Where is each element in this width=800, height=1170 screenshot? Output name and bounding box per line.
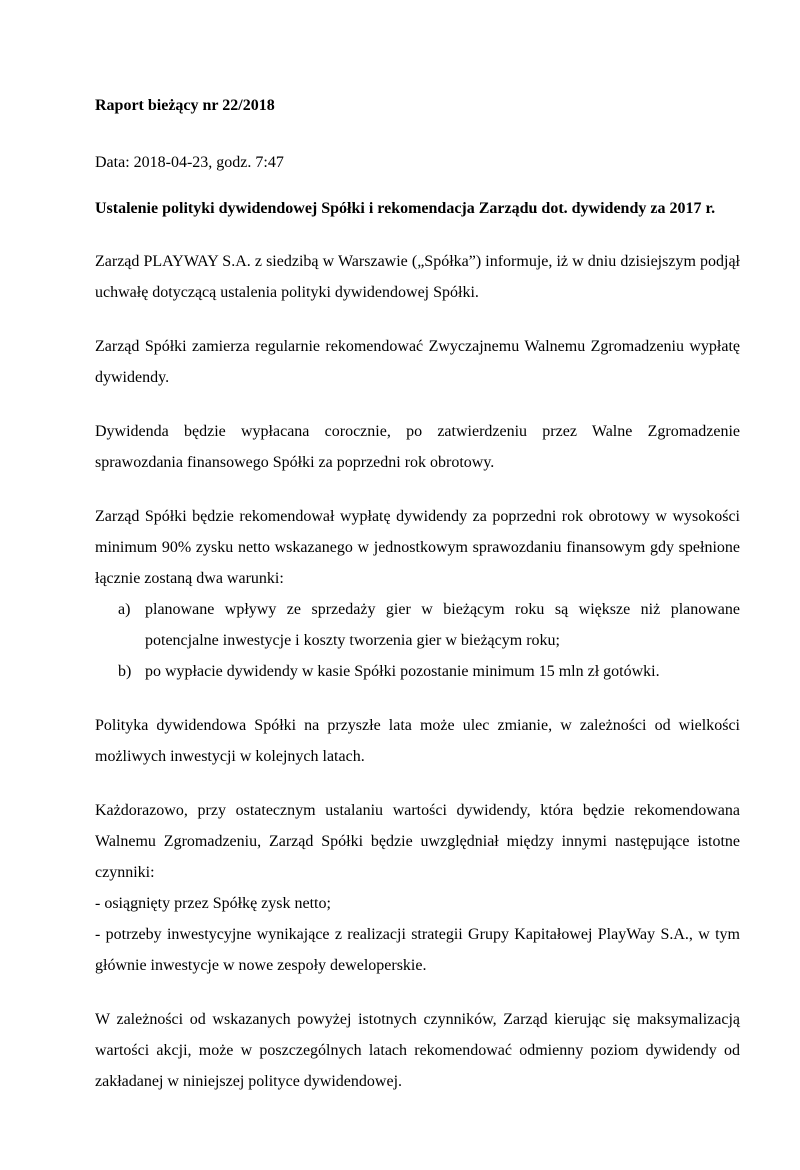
list-item (118, 594, 740, 656)
paragraph-block (95, 1004, 740, 1097)
paragraph-block (95, 246, 740, 308)
list-item (118, 656, 740, 687)
paragraph-block (95, 331, 740, 393)
paragraph-recommendation: Zarząd Spółki zamierza regularnie rekomendować Zwyczajnemu Walnemu Zgromadzeniu wypłatę dywidendy. (95, 338, 740, 386)
paragraph-block (95, 416, 740, 478)
paragraph-conditions-intro: Zarząd Spółki będzie rekomendował wypłatę dywidendy za poprzedni rok obrotowy w wysokości minimum 90% zysku netto wskazanego w jednostkowym sprawozdaniu finansowym gdy spełnione łącznie zostaną dwa warunki: (95, 508, 740, 587)
paragraph-block-with-factors (95, 795, 740, 981)
factor-line: - potrzeby inwestycyjne wynikające z realizacji strategii Grupy Kapitałowej PlayWay S.A., w tym głównie inwestycje w nowe zespoły deweloperskie. (95, 926, 740, 974)
paragraph-policy-change: Polityka dywidendowa Spółki na przyszłe lata może ulec zmianie, w zależności od wielkości możliwych inwestycji w kolejnych latach. (95, 717, 740, 765)
report-title: Raport bieżący nr 22/2018 (95, 97, 275, 114)
list-item-text: planowane wpływy ze sprzedaży gier w bieżącym roku są większe niż planowane potencjalne inwestycje i koszty tworzenia gier w bieżącym roku; (145, 601, 740, 649)
paragraph-block (95, 710, 740, 772)
paragraph-dividend-payout: Dywidenda będzie wypłacana corocznie, po zatwierdzeniu przez Walne Zgromadzenie sprawozdania finansowego Spółki za poprzedni rok obrotowy. (95, 423, 740, 471)
factor-line: - osiągnięty przez Spółkę zysk netto; (95, 895, 331, 912)
conditions-list (95, 594, 740, 687)
paragraph-factors-intro: Każdorazowo, przy ostatecznym ustalaniu wartości dywidendy, która będzie rekomendowana Walnemu Zgromadzeniu, Zarząd Spółki będzie uwzględniał między innymi następujące istotne czynniki: (95, 802, 740, 881)
paragraph-intro: Zarząd PLAYWAY S.A. z siedzibą w Warszawie („Spółka”) informuje, iż w dniu dzisiejszym podjął uchwałę dotyczącą ustalenia polityki dywidendowej Spółki. (95, 253, 740, 301)
list-item-text: po wypłacie dywidendy w kasie Spółki pozostanie minimum 15 mln zł gotówki. (145, 663, 660, 680)
report-date-line: Data: 2018-04-23, godz. 7:47 (95, 154, 284, 171)
list-marker: a) (118, 601, 131, 618)
paragraph-block-with-conditions (95, 501, 740, 687)
list-marker: b) (118, 663, 132, 680)
paragraph-closing: W zależności od wskazanych powyżej istotnych czynników, Zarząd kierując się maksymalizacją wartości akcji, może w poszczególnych latach rekomendować odmienny poziom dywidendy od zakładanej w niniejszej polityce dywidendowej. (95, 1011, 740, 1090)
report-subject: Ustalenie polityki dywidendowej Spółki i rekomendacja Zarządu dot. dywidendy za 2017 r. (95, 200, 716, 217)
